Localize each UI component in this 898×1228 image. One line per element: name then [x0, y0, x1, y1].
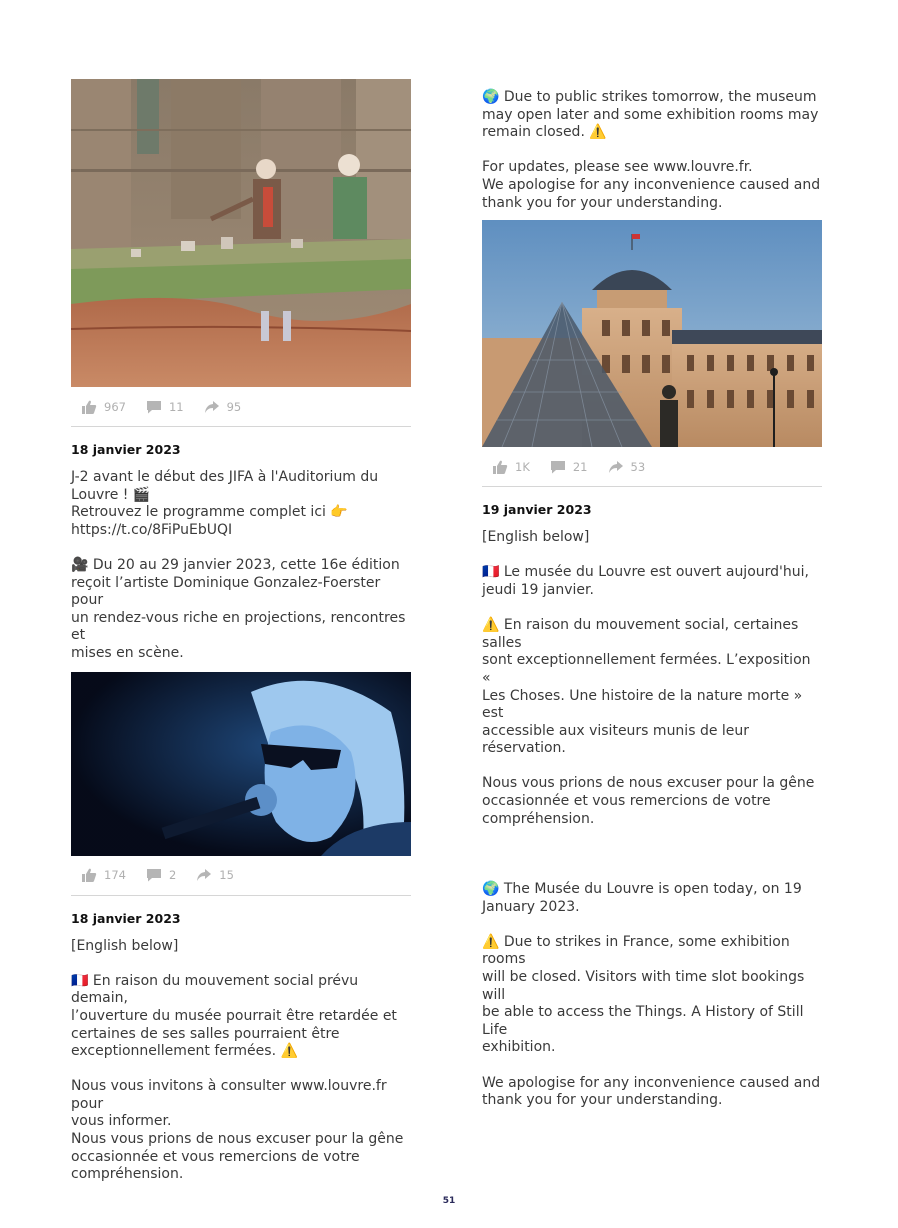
share-stat[interactable] [196, 868, 234, 882]
painting-illustration [71, 79, 411, 387]
post-text [71, 938, 411, 1184]
singer-photo [71, 672, 411, 856]
post-line: sont exceptionnellement fermées. L’exposition « [482, 652, 811, 686]
comment-stat[interactable] [146, 868, 176, 882]
left-column [71, 79, 411, 1184]
post-line: Nous vous prions de nous excuser pour la gêne [71, 1131, 404, 1148]
post-line: jeudi 19 janvier. [482, 581, 594, 598]
post-line: be able to access the Things. A History of Still Life [482, 1004, 804, 1038]
post-line: [English below] [71, 937, 179, 954]
share-icon [196, 868, 212, 882]
post-line: J-2 avant le début des JIFA à l'Auditorium du [71, 469, 379, 485]
page-number: 51 [442, 1196, 456, 1206]
thumbs-up-icon [81, 400, 97, 414]
post-stats [71, 856, 411, 896]
post-text [482, 529, 822, 1110]
post-line: 🎥 Du 20 au 29 janvier 2023, cette 16e édition [71, 556, 400, 573]
comment-count: 2 [168, 868, 177, 883]
like-stat[interactable] [81, 868, 126, 882]
right-column [482, 89, 822, 1110]
post-line: exceptionnellement fermées. ⚠️ [71, 1043, 298, 1060]
post-line: remain closed. ⚠️ [482, 124, 607, 141]
like-count: 967 [104, 399, 126, 414]
post-line: Nous vous invitons à consulter www.louvre.fr pour [71, 1078, 387, 1112]
like-count: 174 [104, 868, 126, 883]
post-line: Retrouvez le programme complet ici 👉 [71, 504, 348, 521]
post-stats [71, 387, 411, 427]
comment-count: 11 [168, 399, 184, 414]
post-line: [English below] [482, 529, 590, 546]
post-link[interactable]: https://t.co/8FiPuEbUQI [71, 521, 233, 538]
like-stat[interactable] [492, 460, 530, 474]
post-line: 🌍 Due to public strikes tomorrow, the museum [482, 89, 817, 105]
post-line: certaines de ses salles pourraient être [71, 1025, 340, 1042]
post-line: un rendez-vous riche en projections, rencontres et [71, 609, 406, 644]
comment-icon [550, 460, 566, 474]
post-text [71, 469, 411, 663]
post-stats [482, 447, 822, 487]
louvre-photo [482, 220, 822, 447]
post-line: January 2023. [482, 898, 580, 915]
thumbs-up-icon [81, 868, 97, 882]
post-date: 19 janvier 2023 [482, 502, 592, 518]
comment-stat[interactable] [550, 460, 588, 474]
share-count: 95 [226, 399, 242, 414]
share-count: 15 [219, 868, 234, 883]
post-line: will be closed. Visitors with time slot bookings will [482, 969, 805, 1003]
post-line: mises en scène. [71, 644, 184, 661]
comment-icon [146, 400, 162, 414]
post-line: ⚠️ Due to strikes in France, some exhibition rooms [482, 933, 790, 968]
post-line: 🇫🇷 En raison du mouvement social prévu demain, [71, 972, 359, 1007]
post-line: ⚠️ En raison du mouvement social, certaines salles [482, 617, 799, 651]
comment-count: 21 [572, 459, 588, 474]
post-date: 18 janvier 2023 [71, 910, 181, 926]
post-line: reçoit l’artiste Dominique Gonzalez-Foerster pour [71, 574, 381, 609]
thumbs-up-icon [492, 460, 508, 474]
post-line: Nous vous prions de nous excuser pour la gêne [482, 775, 815, 792]
share-stat[interactable] [204, 400, 242, 414]
post-line: exhibition. [482, 1039, 556, 1056]
post-line: compréhension. [482, 810, 595, 827]
post-line: occasionnée et vous remercions de votre [71, 1148, 360, 1165]
share-icon [608, 460, 624, 474]
post-image-louvre[interactable] [482, 220, 822, 447]
post-line: 🌍 The Musée du Louvre is open today, on 19 [482, 881, 802, 898]
like-count: 1K [515, 459, 530, 474]
post-line: thank you for your understanding. [482, 194, 723, 211]
post-text [482, 89, 822, 212]
post-line: 🇫🇷 Le musée du Louvre est ouvert aujourd'hui, [482, 564, 809, 581]
post-line: l’ouverture du musée pourrait être retardée et [71, 1007, 397, 1024]
share-icon [204, 400, 220, 414]
share-stat[interactable] [608, 460, 646, 474]
post-line: compréhension. [71, 1166, 184, 1183]
share-count: 53 [630, 459, 646, 474]
comment-stat[interactable] [146, 400, 184, 414]
post-line: We apologise for any inconvenience caused and [482, 176, 821, 193]
post-line: Louvre ! 🎬 [71, 486, 151, 503]
post-line: For updates, please see www.louvre.fr. [482, 159, 753, 176]
like-stat[interactable] [81, 400, 126, 414]
post-line: vous informer. [71, 1113, 172, 1130]
post-line: accessible aux visiteurs munis de leur réservation. [482, 722, 750, 757]
post-line: occasionnée et vous remercions de votre [482, 793, 771, 810]
post-date: 18 janvier 2023 [71, 442, 181, 457]
post-line: Les Choses. Une histoire de la nature morte » est [482, 687, 803, 722]
post-line: We apologise for any inconvenience caused and [482, 1074, 821, 1091]
post-image-singer[interactable] [71, 672, 411, 856]
post-line: may open later and some exhibition rooms may [482, 106, 819, 123]
post-image-painting[interactable] [71, 79, 411, 387]
comment-icon [146, 868, 162, 882]
post-line: thank you for your understanding. [482, 1092, 723, 1109]
